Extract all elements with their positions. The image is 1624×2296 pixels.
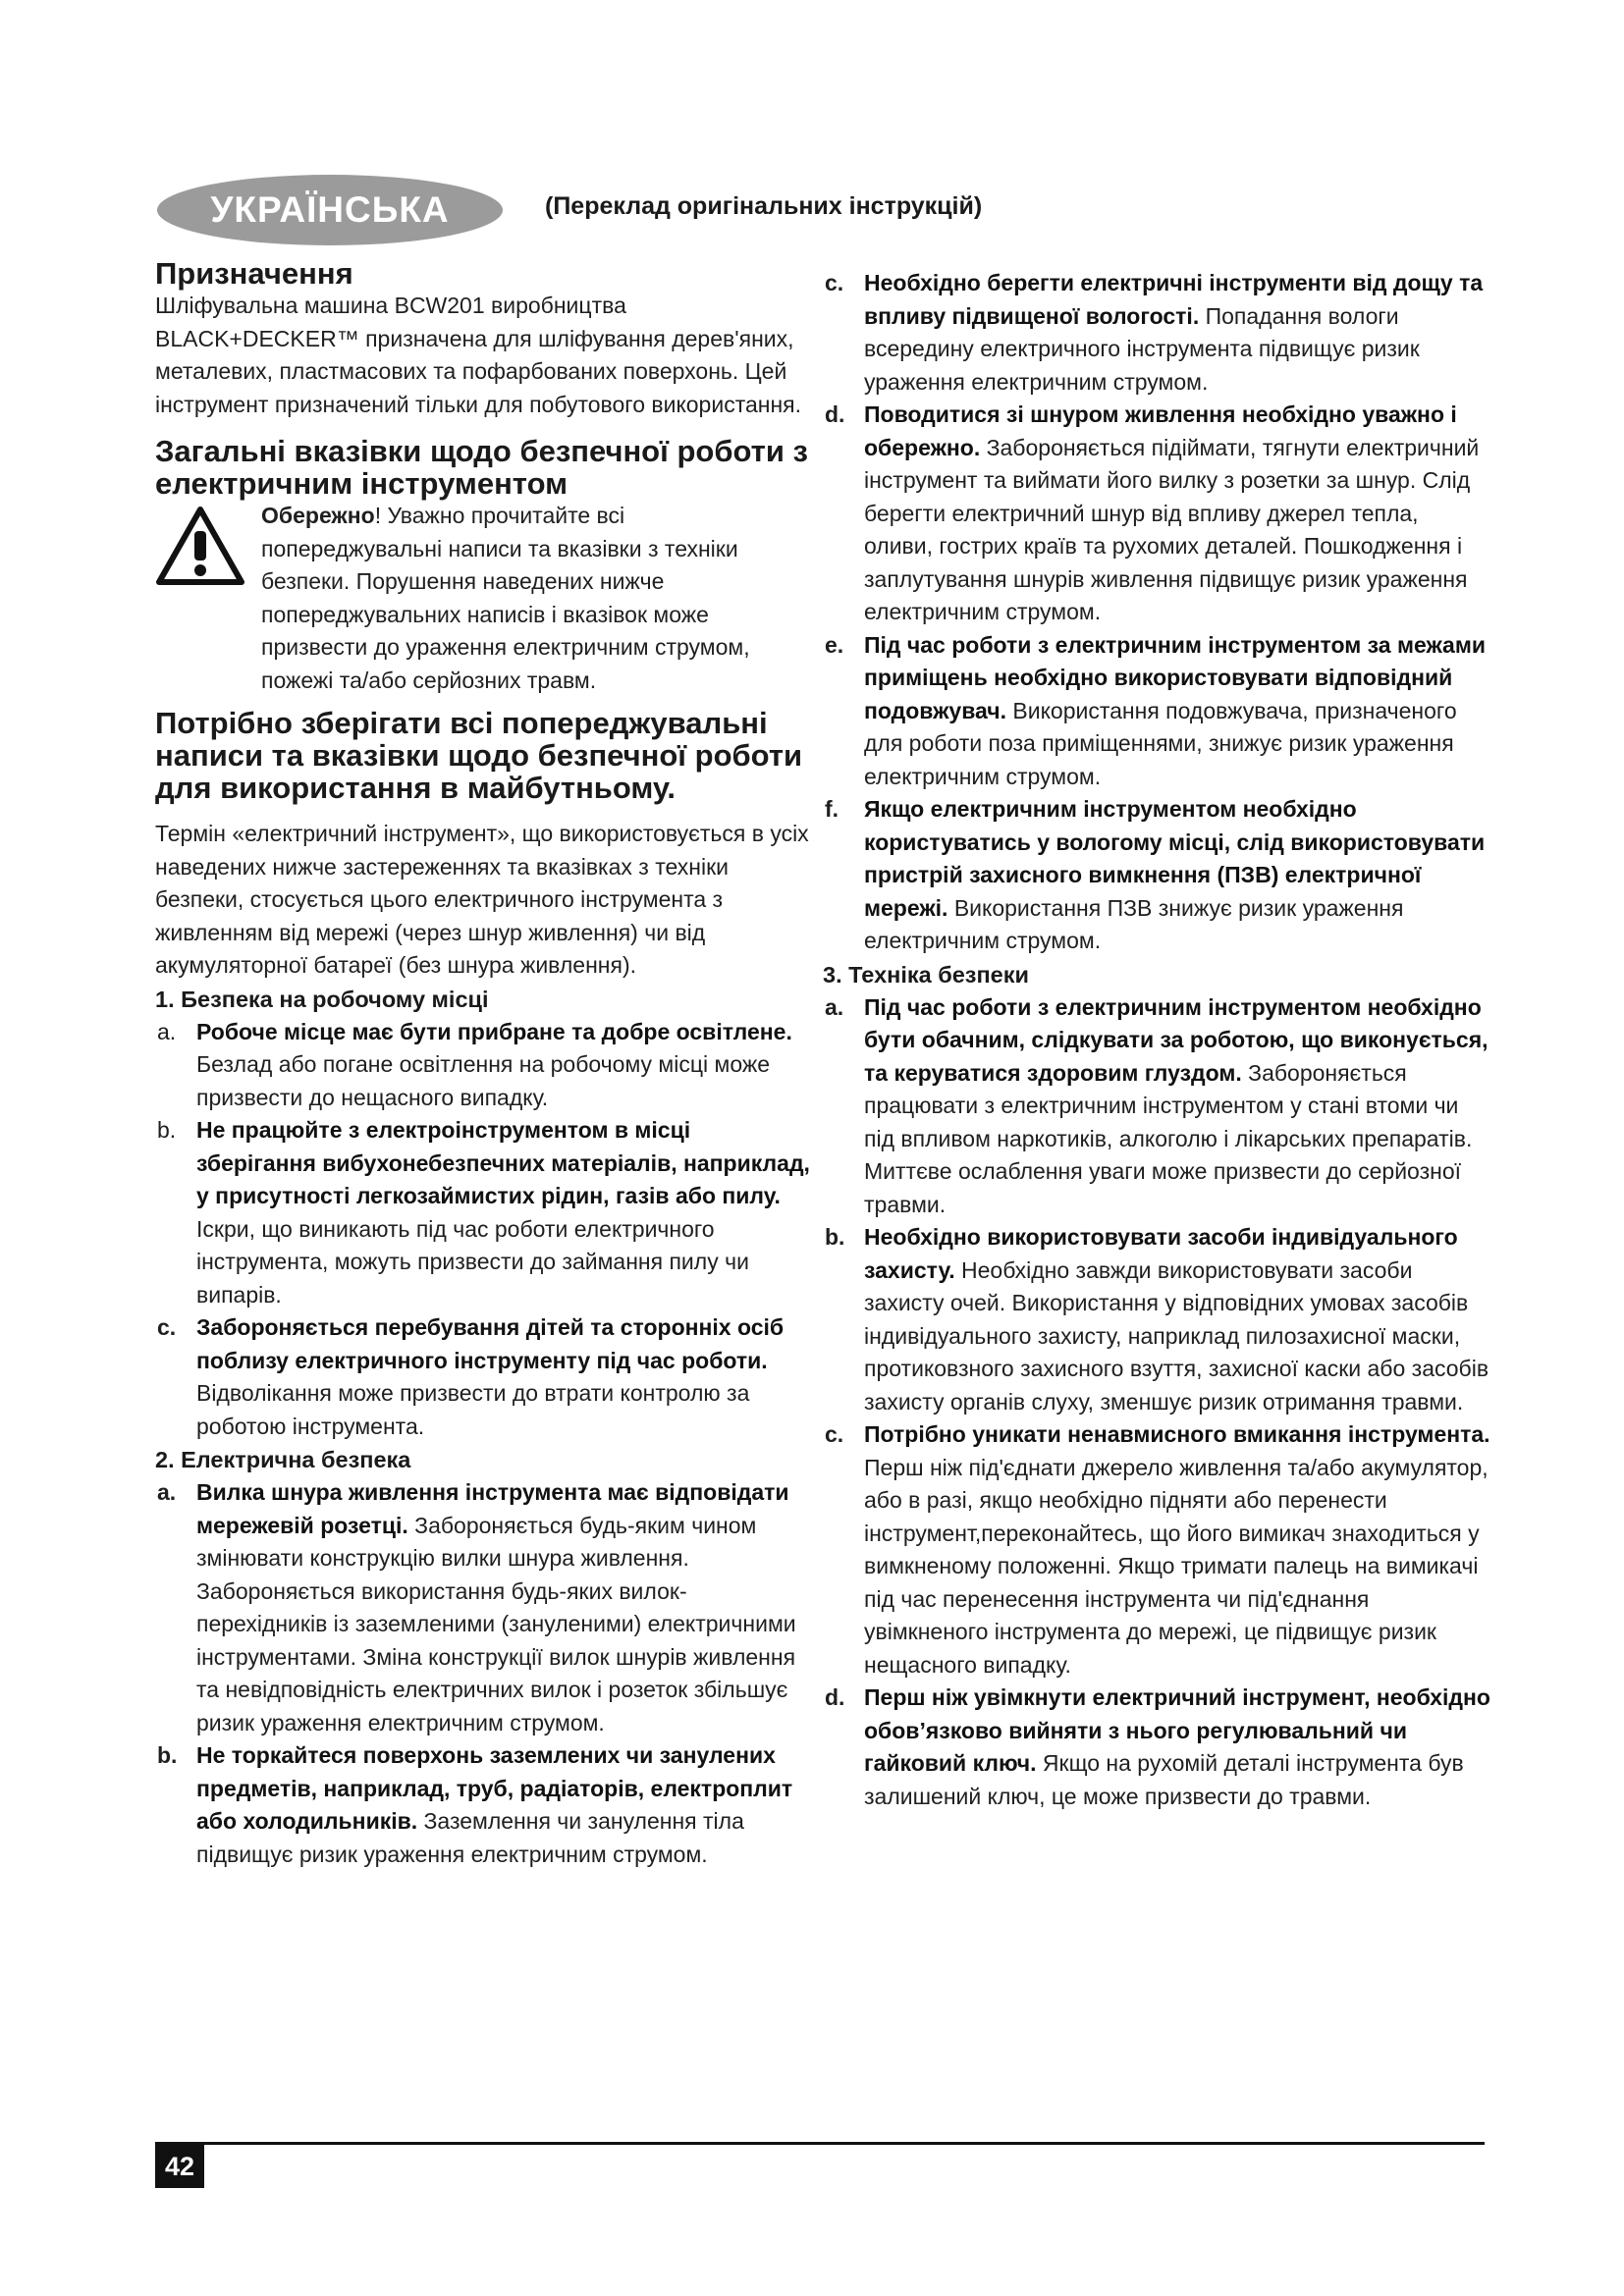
work-area-item-b xyxy=(155,1114,811,1311)
left-column xyxy=(155,257,811,1871)
item-label: a. xyxy=(157,1479,177,1505)
electrical-item-d xyxy=(823,399,1490,629)
personal-safety-heading: 3. Техніка безпеки xyxy=(823,961,1029,988)
right-column xyxy=(823,257,1490,1813)
item-label: d. xyxy=(825,1684,845,1710)
item-bold: Необхідно берегти електричні інструменти від дощу та впливу підвищеної вологості. xyxy=(864,270,1484,329)
item-text: Забороняється будь-яким чином змінювати конструкцію вилки шнура живлення. Забороняється використання будь-яких вилок-перехідників із заземленими (зануленими) електричними інструментами. Зміна конструкції вилок шнурів живлення та невідповідність електричних вилок і розеток збільшує ризик ураження електричним струмом. xyxy=(196,1512,796,1735)
item-text: Забороняється працювати з електричним інструментом у стані втоми чи під впливом наркотиків, алкоголю і лікарських препаратів. Миттєве ослаблення уваги може призвести до серйозної травми. xyxy=(864,1059,1473,1217)
work-area-item-c xyxy=(155,1311,811,1443)
item-bold: Необхідно використовувати засоби індивідуального захисту. xyxy=(864,1224,1458,1283)
item-text: Необхідно завжди використовувати засоби захисту очей. Використання у відповідних умовах засобів індивідуального захисту, наприклад пилозахисної маски, протиковзного захисного взуття, захисної каски або засобів захисту органів слуху, зменшує ризик отримання травми. xyxy=(864,1256,1489,1415)
language-badge: УКРАЇНСЬКА xyxy=(157,175,503,245)
item-text: Перш ніж під'єднати джерело живлення та/або акумулятор, або в разі, якщо необхідно підняти або перенести інструмент,переконайтесь, що його вимикач знаходиться у вимкненому положенні. Якщо тримати палець на вимикачі під час перенесення інструмента чи під'єднання увімкненого інструмента до мережі, це підвищує ризик нещасного випадку. xyxy=(864,1454,1489,1678)
electrical-item-b xyxy=(155,1739,811,1871)
keep-instructions-title: Потрібно зберігати всі попереджувальні написи та вказівки щодо безпечної роботи для використання в майбутньому. xyxy=(155,706,803,805)
item-text: Заземлення чи занулення тіла підвищує ризик ураження електричним струмом. xyxy=(196,1808,744,1867)
personal-item-b xyxy=(823,1221,1490,1418)
item-bold: Поводитися зі шнуром живлення необхідно уважно і обережно. xyxy=(864,401,1457,460)
warning-block xyxy=(155,500,811,697)
work-area-heading: 1. Безпека на робочому місці xyxy=(155,986,489,1012)
item-text: Використання ПЗВ знижує ризик ураження електричним струмом. xyxy=(864,894,1404,953)
work-area-item-a xyxy=(155,1016,811,1115)
personal-item-c xyxy=(823,1418,1490,1682)
item-text: Відволікання може призвести до втрати контролю за роботою інструмента. xyxy=(196,1380,750,1439)
electrical-item-e xyxy=(823,629,1490,794)
warning-bold: Обережно xyxy=(261,503,375,528)
item-label: b. xyxy=(825,1224,845,1250)
intended-use-title: Призначення xyxy=(155,256,353,291)
electrical-heading: 2. Електрична безпека xyxy=(155,1447,411,1472)
item-bold: Перш ніж увімкнути електричний інструмент, необхідно обов’язково вийняти з нього регулювальний чи гайковий ключ. xyxy=(864,1684,1490,1776)
item-text: Якщо на рухомій деталі інструмента був залишений ключ, це може призвести до травми. xyxy=(864,1750,1464,1809)
warning-text xyxy=(257,500,811,697)
item-text: Забороняється підіймати, тягнути електричний інструмент та виймати його вилку з розетки за шнур. Слід берегти електричний шнур від впливу джерел тепла, оливи, гострих країв та рухомих деталей. Пошкодження і заплутування шнурів живлення підвищує ризик ураження електричним струмом. xyxy=(864,434,1480,624)
item-label: e. xyxy=(825,631,844,658)
item-bold: Вилка шнура живлення інструмента має відповідати мережевій розетці. xyxy=(196,1479,789,1538)
item-bold: Робоче місце має бути прибране та добре освітлене. xyxy=(196,1018,792,1044)
personal-item-a xyxy=(823,991,1490,1222)
item-label: b. xyxy=(157,1117,177,1143)
item-bold: Не працюйте з електроінструментом в місці зберігання вибухонебезпечних матеріалів, наприклад, у присутності легкозаймистих рідин, газів або пилу. xyxy=(196,1117,810,1208)
intended-use-text: Шліфувальна машина BCW201 виробництва BLACK+DECKER™ призначена для шліфування дерев'яних, металевих, пластмасових та пофарбованих поверхонь. Цей інструмент призначений тільки для побутового використання. xyxy=(155,293,802,417)
page-number: 42 xyxy=(155,2145,204,2188)
item-label: f. xyxy=(825,796,839,822)
item-label: c. xyxy=(825,1421,844,1447)
footer-rule xyxy=(155,2142,1485,2145)
item-bold: Якщо електричним інструментом необхідно користуватись у вологому місці, слід використовувати пристрій захисного вимкнення (ПЗВ) електричної мережі. xyxy=(864,796,1486,921)
item-text: Безлад або погане освітлення на робочому місці може призвести до нещасного випадку. xyxy=(196,1051,771,1110)
item-text: Іскри, що виникають під час роботи електричного інструмента, можуть призвести до займання пилу чи випарів. xyxy=(196,1215,749,1308)
electrical-item-a xyxy=(155,1476,811,1739)
power-tool-definition: Термін «електричний інструмент», що використовується в усіх наведених нижче застереженнях та вказівках з техніки безпеки, стосується цього електричного інструмента з живленням від мережі (через шнур живлення) чи від акумуляторної батареї (без шнура живлення). xyxy=(155,821,809,978)
item-label: b. xyxy=(157,1742,178,1768)
item-label: a. xyxy=(825,993,844,1020)
warning-body: ! Уважно прочитайте всі попереджувальні написи та вказівки з техніки безпеки. Порушення наведених нижче попереджувальних написів і вказівок може призвести до ураження електричним струмом, пожежі та/або серйозних травм. xyxy=(261,503,750,693)
item-bold: Під час роботи з електричним інструментом за межами приміщень необхідно використовувати відповідний подовжувач. xyxy=(864,631,1487,723)
general-safety-title: Загальні вказівки щодо безпечної роботи з електричним інструментом xyxy=(155,434,808,501)
item-bold: Потрібно уникати ненавмисного вмикання інструмента. xyxy=(864,1421,1490,1447)
item-label: d. xyxy=(825,401,845,427)
electrical-item-c xyxy=(823,267,1490,399)
item-label: c. xyxy=(157,1314,177,1340)
item-bold: Забороняється перебування дітей та сторонніх осіб поблизу електричного інструменту під час роботи. xyxy=(196,1314,785,1373)
item-text: Використання подовжувача, призначеного для роботи поза приміщеннями, знижує ризик ураження електричним струмом. xyxy=(864,697,1457,789)
item-bold: Під час роботи з електричним інструментом необхідно бути обачним, слідкувати за роботою, що виконується, та керуватися здоровим глуздом. xyxy=(864,993,1489,1086)
item-bold: Не торкайтеся поверхонь заземлених чи занулених предметів, наприклад, труб, радіаторів, електроплит або холодильників. xyxy=(196,1742,793,1834)
electrical-item-f xyxy=(823,793,1490,958)
item-label: c. xyxy=(825,270,844,295)
personal-item-d xyxy=(823,1682,1490,1813)
item-text: Попадання вологи всередину електричного інструмента підвищує ризик ураження електричним струмом. xyxy=(864,302,1420,395)
translation-subtitle: (Переклад оригінальних інструкцій) xyxy=(545,192,983,220)
item-label: a. xyxy=(157,1018,177,1044)
warning-triangle-icon xyxy=(155,500,257,697)
